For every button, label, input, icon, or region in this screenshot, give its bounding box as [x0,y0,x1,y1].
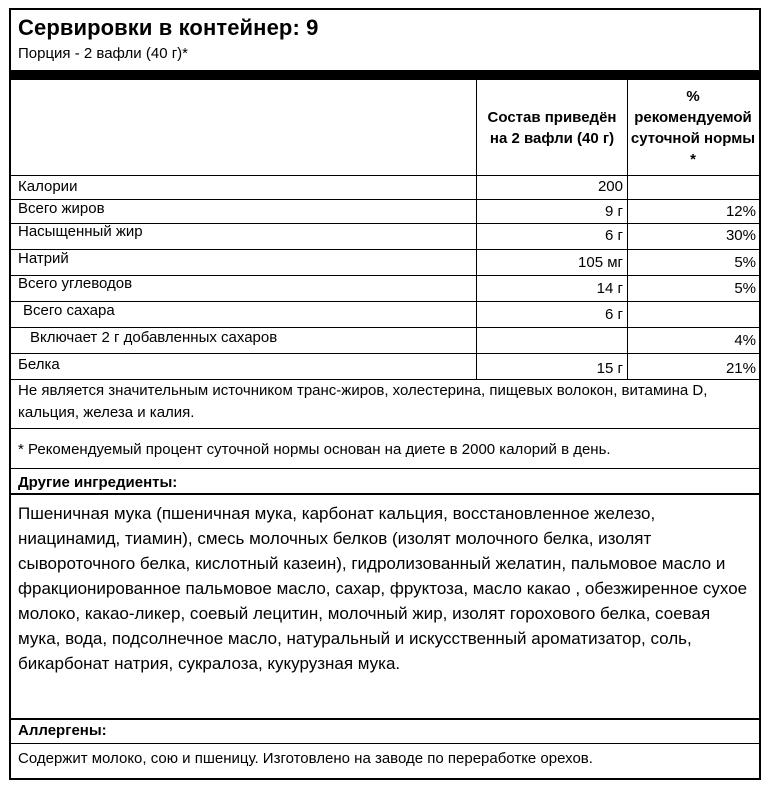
section-divider [11,718,759,720]
row-amount: 6 г [605,306,623,323]
row-dv: 5% [734,280,756,297]
row-dv: 12% [725,203,756,220]
amount-column-header: Состав приведён на 2 вафли (40 г) [487,109,617,147]
row-dv: 21% [725,360,756,377]
row-amount: 14 г [596,280,623,297]
row-divider [11,301,759,302]
row-label: Включает 2 г добавленных сахаров [30,329,278,346]
footnote: * Рекомендуемый процент суточной нормы основан на диете в 2000 калорий в день. [18,441,611,458]
row-amount: 6 г [605,227,623,244]
dv-column-header: % рекомендуемой суточной нормы * [630,88,756,168]
row-amount: 200 [597,178,623,195]
row-divider [11,743,759,744]
serving-size: Порция - 2 вафли (40 г)* [18,45,189,62]
row-amount: 9 г [605,203,623,220]
row-divider [11,199,759,200]
row-label: Насыщенный жир [18,223,143,240]
row-label: Калории [18,178,78,195]
row-label: Всего сахара [23,302,115,319]
nutrition-label [9,8,761,780]
row-divider [11,249,759,250]
row-dv: 4% [734,332,756,349]
row-dv: 30% [725,227,756,244]
ingredients-text: Пшеничная мука (пшеничная мука, карбонат кальция, восстановленное железо, ниацинамид, тиамин), смесь молочных белков (изолят молочного белка, изолят сывороточного белка, кислотный казеин), гидролизованный желатин, пальмовое масло и фракционированное пальмовое масло, сахар, фруктоза, масло какао , обезжиренное сухое молоко, какао-ликер, соевый лецитин, молочный жир, изолят горохового белка, соевая мука, вода, подсолнечное масло, натуральный и искусственный ароматизатор, соль, бикарбонат натрия, сукралоза, кукурузная мука. [18,504,748,673]
section-divider [11,493,759,495]
row-label: Белка [18,356,60,373]
allergens-text: Содержит молоко, сою и пшеницу. Изготовлено на заводе по переработке орехов. [18,750,593,767]
row-label: Всего жиров [18,200,105,217]
row-divider [11,327,759,328]
ingredients-heading: Другие ингредиенты: [18,474,178,491]
servings-title: Сервировки в контейнер: 9 [18,15,319,40]
row-label: Натрий [18,250,69,267]
row-divider [11,175,759,176]
row-label: Всего углеводов [18,275,133,292]
row-dv: 5% [734,254,756,271]
row-amount: 105 мг [578,254,623,271]
row-divider [11,353,759,354]
row-divider [11,428,759,429]
row-divider [11,468,759,469]
row-amount: 15 г [596,360,623,377]
thick-divider [11,70,759,80]
not-significant-note: Не является значительным источником транс-жиров, холестерина, пищевых волокон, витамина D, кальция, железа и калия. [18,382,708,421]
allergens-heading: Аллергены: [18,722,107,739]
